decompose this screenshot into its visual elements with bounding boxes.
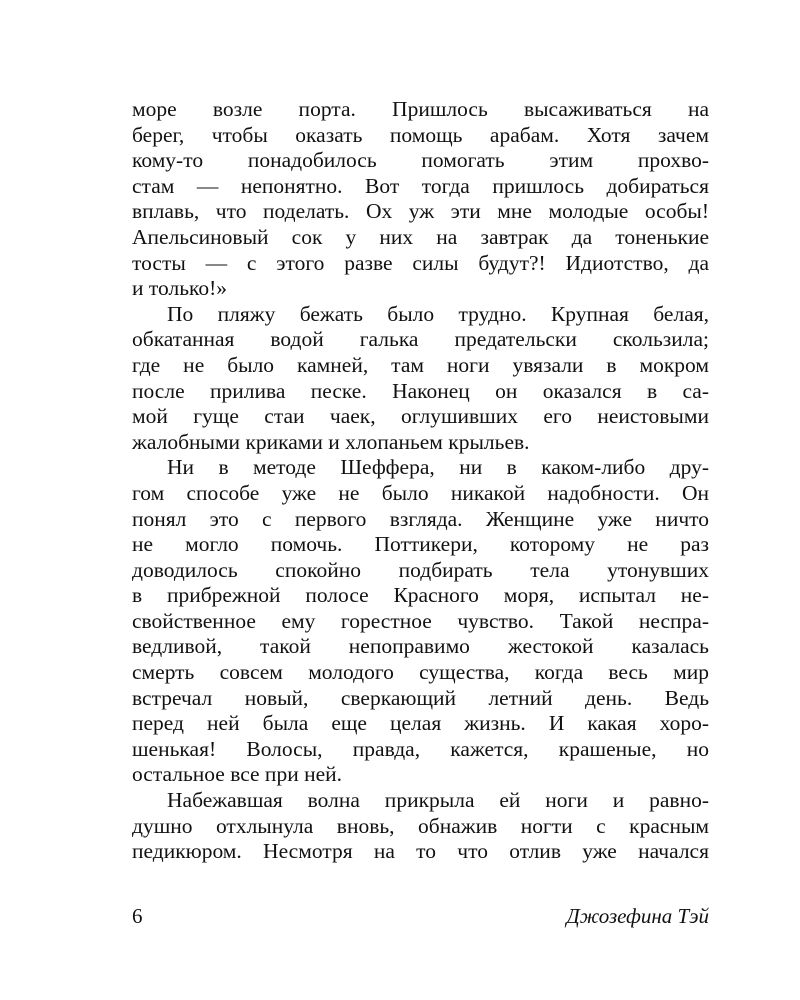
text-line: мой гуще стаи чаек, оглушивших его неистовыми — [132, 404, 709, 429]
paragraph — [132, 302, 709, 456]
text-line: где не было камней, там ноги увязали в мокром — [132, 352, 709, 377]
text-line: вплавь, что поделать. Ох уж эти мне молодые особы! — [132, 199, 709, 224]
text-line: Ни в методе Шеффера, ни в каком-либо дру- — [167, 455, 709, 480]
text-line: свойственное ему горестное чувство. Такой неспра- — [132, 608, 709, 633]
text-line: обкатанная водой галька предательски скользила; — [132, 327, 709, 352]
text-line: в прибрежной полосе Красного моря, испытал не- — [132, 583, 709, 608]
paragraph — [132, 97, 709, 302]
text-line: встречал новый, сверкающий летний день. Ведь — [132, 685, 709, 710]
text-line: тосты — с этого разве силы будут?! Идиотство, да — [132, 250, 709, 275]
text-line: шенькая! Волосы, правда, кажется, крашеные, но — [132, 736, 709, 761]
paragraph — [132, 455, 709, 788]
page-number: 6 — [132, 904, 143, 928]
text-line: Апельсиновый сок у них на завтрак да тоненькие — [132, 224, 709, 249]
text-line: стам — непонятно. Вот тогда пришлось добираться — [132, 173, 709, 198]
text-line: не могло помочь. Поттикери, которому не раз — [132, 532, 709, 557]
text-line: остальное все при ней. — [132, 762, 343, 787]
running-footer-author: Джозефина Тэй — [566, 904, 709, 928]
body-text — [132, 97, 709, 865]
text-line: доводилось спокойно подбирать тела утонувших — [132, 557, 709, 582]
text-line: и только!» — [132, 276, 228, 301]
text-line: берег, чтобы оказать помощь арабам. Хотя зачем — [132, 122, 709, 147]
text-line: ведливой, такой непоправимо жестокой казалась — [132, 634, 709, 659]
text-line: гом способе уже не было никакой надобности. Он — [132, 480, 709, 505]
text-line: Набежавшая волна прикрыла ей ноги и равно- — [167, 788, 709, 813]
text-line: перед ней была еще целая жизнь. И какая хоро- — [132, 711, 709, 736]
text-line: педикюром. Несмотря на то что отлив уже начался — [132, 839, 709, 864]
paragraph — [132, 788, 709, 865]
text-line: жалобными криками и хлопаньем крыльев. — [132, 429, 530, 454]
text-line: после прилива песке. Наконец он оказался в са- — [132, 378, 709, 403]
text-line: понял это с первого взгляда. Женщине уже ничто — [132, 506, 709, 531]
text-line: душно отхлынула вновь, обнажив ногти с красным — [132, 813, 709, 838]
text-line: кому-то понадобилось помогать этим прохво- — [132, 148, 709, 173]
text-line: По пляжу бежать было трудно. Крупная белая, — [167, 301, 709, 326]
text-line: смерть совсем молодого существа, когда весь мир — [132, 660, 709, 685]
text-line: море возле порта. Пришлось высаживаться на — [132, 97, 709, 121]
